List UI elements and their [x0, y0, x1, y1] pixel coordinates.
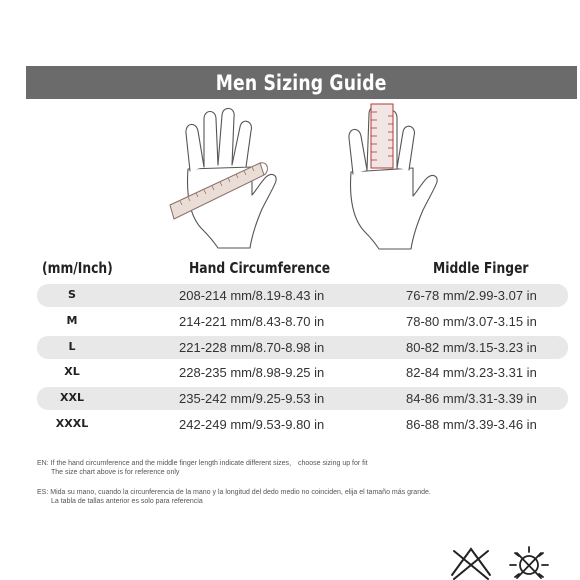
hand-circumference-value: 235-242 mm/9.25-9.53 in [179, 391, 325, 406]
header-unit: (mm/Inch) [42, 259, 113, 277]
page-title: Men Sizing Guide [216, 70, 387, 95]
middle-finger-value: 80-82 mm/3.15-3.23 in [406, 340, 537, 355]
note-es-line1: Mida su mano, cuando la circunferencia de la mano y la longitud del dedo medio no coinciden, elija el tamaño más grande. [50, 489, 431, 496]
hand-circumference-value: 242-249 mm/9.53-9.80 in [179, 417, 325, 432]
middle-finger-value: 78-80 mm/3.07-3.15 in [406, 314, 537, 329]
table-row [37, 284, 568, 307]
middle-finger-value: 76-78 mm/2.99-3.07 in [406, 288, 537, 303]
middle-finger-illustration [335, 102, 445, 250]
size-label: L [68, 340, 76, 353]
note-es-prefix: ES: [37, 489, 49, 496]
middle-finger-value: 84-86 mm/3.31-3.39 in [406, 391, 537, 406]
header-middle-finger: Middle Finger [433, 259, 529, 277]
note-en-line1: If the hand circumference and the middle finger length indicate different sizes， choose sizing up for fit [50, 460, 368, 467]
size-label: XXXL [55, 417, 89, 430]
note-en [37, 459, 368, 477]
note-es [37, 488, 431, 506]
size-label: M [66, 314, 78, 327]
hand-circumference-value: 214-221 mm/8.43-8.70 in [179, 314, 325, 329]
hand-circumference-illustration [160, 105, 280, 250]
table-row [37, 413, 568, 436]
hand-circumference-value: 208-214 mm/8.19-8.43 in [179, 288, 325, 303]
table-row [37, 361, 568, 384]
title-banner [26, 66, 577, 99]
middle-finger-value: 86-88 mm/3.39-3.46 in [406, 417, 537, 432]
note-en-prefix: EN: [37, 460, 49, 467]
hand-circumference-value: 228-235 mm/8.98-9.25 in [179, 365, 325, 380]
size-label: XXL [60, 391, 84, 404]
header-hand-circumference: Hand Circumference [189, 259, 331, 277]
size-label: S [68, 288, 76, 301]
note-en-line2: The size chart above is for reference only [51, 469, 180, 476]
hand-circumference-value: 221-228 mm/8.70-8.98 in [179, 340, 325, 355]
middle-finger-value: 82-84 mm/3.23-3.31 in [406, 365, 537, 380]
note-es-line2: La tabla de tallas anterior es solo para referencia [51, 498, 203, 505]
table-row [37, 336, 568, 359]
do-not-dry-in-sun-icon [505, 545, 553, 580]
size-label: XL [64, 365, 80, 378]
no-bleach-icon [448, 545, 494, 580]
table-row [37, 387, 568, 410]
table-row [37, 310, 568, 333]
